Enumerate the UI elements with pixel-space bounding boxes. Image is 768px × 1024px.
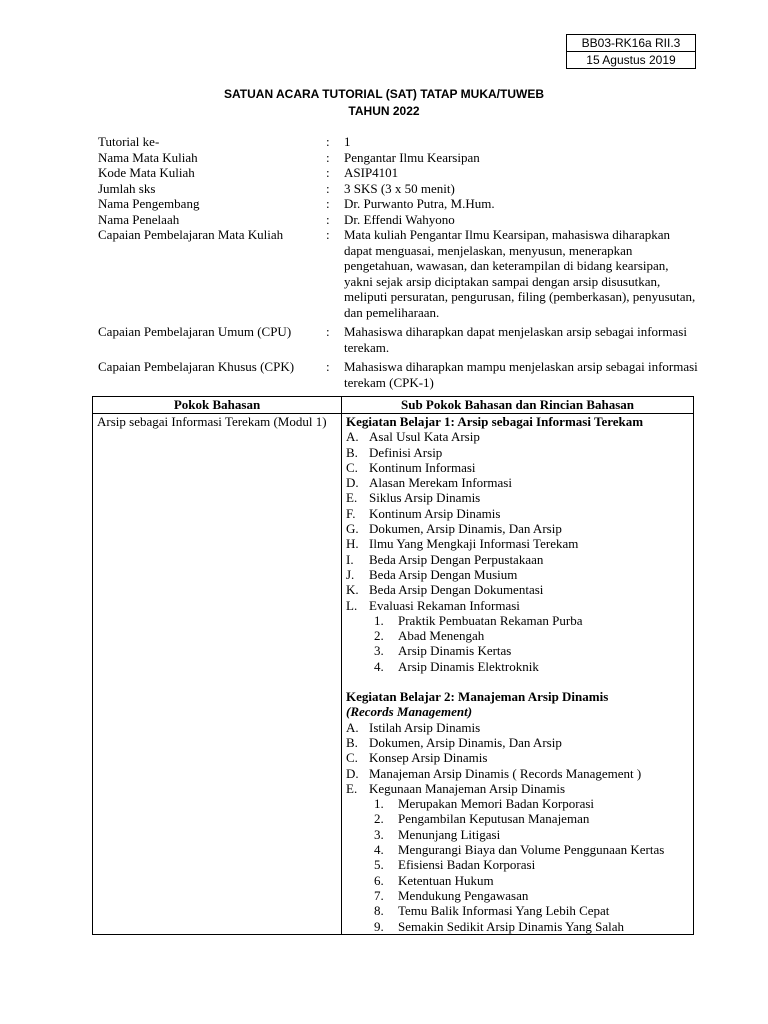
document-title: SATUAN ACARA TUTORIAL (SAT) TATAP MUKA/TUWEB	[224, 87, 544, 101]
list-marker: L.	[346, 597, 358, 613]
list-marker: E.	[346, 490, 358, 506]
document-year: TAHUN 2022	[348, 104, 420, 118]
header-sub-pokok-bahasan: Sub Pokok Bahasan dan Rincian Bahasan	[342, 397, 694, 414]
list-item	[346, 796, 689, 811]
list-text: Ketentuan Hukum	[398, 872, 494, 888]
list-marker: 2.	[374, 811, 384, 827]
list-text: Alasan Merekam Informasi	[369, 475, 512, 491]
list-text: Menunjang Litigasi	[398, 826, 501, 842]
list-item	[346, 827, 689, 842]
list-marker: 7.	[374, 887, 384, 903]
kb1-title: Kegiatan Belajar 1: Arsip sebagai Informasi Terekam	[346, 414, 644, 429]
list-text: Ilmu Yang Mengkaji Informasi Terekam	[369, 536, 579, 552]
list-item	[346, 429, 689, 444]
kb2-sublist	[346, 796, 689, 934]
list-marker: A.	[346, 719, 359, 735]
list-marker: 4.	[374, 842, 384, 858]
info-row-cpk: Capaian Pembelajaran Khusus (CPK) : Mahasiswa diharapkan mampu menjelaskan arsip sebagai informasi terekam (CPK-1)	[98, 359, 698, 390]
list-text: Mengurangi Biaya dan Volume Penggunaan Kertas	[398, 842, 665, 858]
list-marker: C.	[346, 750, 358, 766]
document-code: BB03-RK16a RII.3	[581, 36, 681, 50]
list-text: Konsep Arsip Dinamis	[369, 750, 488, 766]
list-item	[346, 567, 689, 582]
list-text: Asal Usul Kata Arsip	[369, 429, 480, 445]
info-row-cpu: Capaian Pembelajaran Umum (CPU) : Mahasiswa diharapkan dapat menjelaskan arsip sebagai informasi terekam.	[98, 324, 687, 355]
list-text: Mendukung Pengawasan	[398, 887, 529, 903]
list-marker: G.	[346, 521, 359, 537]
list-text: Arsip Dinamis Kertas	[398, 643, 512, 659]
list-marker: 5.	[374, 857, 384, 873]
table-row	[93, 414, 694, 935]
list-marker: H.	[346, 536, 359, 552]
list-text: Merupakan Memori Badan Korporasi	[398, 796, 595, 812]
list-marker: F.	[346, 505, 356, 521]
list-item	[346, 536, 689, 551]
list-text: Kontinum Arsip Dinamis	[369, 505, 501, 521]
content-table	[92, 396, 694, 935]
info-row-course-code: Kode Mata Kuliah : ASIP4101	[98, 165, 399, 180]
list-marker: 4.	[374, 658, 384, 674]
list-text: Efisiensi Badan Korporasi	[398, 857, 536, 873]
list-text: Beda Arsip Dengan Dokumentasi	[369, 582, 544, 598]
list-text: Praktik Pembuatan Rekaman Purba	[398, 612, 583, 628]
list-text: Temu Balik Informasi Yang Lebih Cepat	[398, 903, 610, 919]
list-text: Siklus Arsip Dinamis	[369, 490, 481, 506]
section-spacer	[346, 674, 689, 689]
list-item	[346, 506, 689, 521]
list-text: Dokumen, Arsip Dinamis, Dan Arsip	[369, 521, 562, 537]
list-marker: 1.	[374, 796, 384, 812]
list-item	[346, 888, 689, 903]
list-item	[346, 720, 689, 735]
list-marker: J.	[346, 566, 355, 582]
list-item	[346, 781, 689, 796]
list-item	[346, 582, 689, 597]
list-item	[346, 903, 689, 918]
list-marker: 3.	[374, 643, 384, 659]
list-marker: D.	[346, 765, 359, 781]
list-text: Kegunaan Manajeman Arsip Dinamis	[369, 780, 566, 796]
kb2-list	[346, 720, 689, 796]
list-item	[346, 766, 689, 781]
list-item	[346, 659, 689, 674]
list-item	[346, 857, 689, 872]
kb1-list	[346, 429, 689, 613]
info-row-developer: Nama Pengembang : Dr. Purwanto Putra, M.Hum.	[98, 196, 495, 211]
kb2-subtitle: (Records Management)	[346, 704, 473, 720]
list-item	[346, 811, 689, 826]
list-item	[346, 552, 689, 567]
list-marker: E.	[346, 780, 358, 796]
list-marker: 3.	[374, 826, 384, 842]
list-item	[346, 521, 689, 536]
list-item	[346, 735, 689, 750]
list-marker: 2.	[374, 628, 384, 644]
list-text: Dokumen, Arsip Dinamis, Dan Arsip	[369, 734, 562, 750]
list-item	[346, 460, 689, 475]
list-item	[346, 445, 689, 460]
list-text: Manajeman Arsip Dinamis ( Records Management )	[369, 765, 642, 781]
info-row-tutorial: Tutorial ke- : 1	[98, 134, 351, 149]
list-text: Arsip Dinamis Elektroknik	[398, 658, 539, 674]
list-text: Definisi Arsip	[369, 444, 443, 460]
list-item	[346, 919, 689, 934]
list-text: Kontinum Informasi	[369, 459, 476, 475]
list-marker: B.	[346, 444, 358, 460]
list-marker: K.	[346, 582, 359, 598]
list-text: Evaluasi Rekaman Informasi	[369, 597, 520, 613]
info-row-course-name: Nama Mata Kuliah : Pengantar Ilmu Kearsipan	[98, 149, 480, 165]
list-marker: 8.	[374, 903, 384, 919]
info-row-cpmk: Capaian Pembelajaran Mata Kuliah : Mata kuliah Pengantar Ilmu Kearsipan, mahasiswa diharapkan dapat menguasai, menjelaskan, menyusun, menerapkan pengetahuan, wawasan, dan keterampilan di bidang kearsipan, yakni sejak arsip diciptakan sampai dengan arsip disusutkan, meliputi persuratan, pengurusan, filing (pemberkasan), penyusutan, dan pemeliharaan.	[98, 227, 696, 320]
list-text: Semakin Sedikit Arsip Dinamis Yang Salah	[398, 918, 625, 934]
info-row-credits: Jumlah sks : 3 SKS (3 x 50 menit)	[98, 180, 455, 196]
list-item	[346, 475, 689, 490]
info-row-reviewer: Nama Penelaah : Dr. Effendi Wahyono	[98, 211, 455, 227]
document-date: 15 Agustus 2019	[567, 51, 695, 68]
list-marker: I.	[346, 551, 354, 567]
list-item	[346, 750, 689, 765]
kb1-sublist	[346, 613, 689, 674]
table-header-row	[93, 397, 694, 414]
list-marker: B.	[346, 734, 358, 750]
list-item	[346, 842, 689, 857]
list-marker: 9.	[374, 918, 384, 934]
list-marker: A.	[346, 429, 359, 445]
list-item	[346, 490, 689, 505]
list-marker: 1.	[374, 612, 384, 628]
list-item	[346, 643, 689, 658]
list-text: Pengambilan Keputusan Manajeman	[398, 811, 590, 827]
header-pokok-bahasan: Pokok Bahasan	[93, 397, 342, 414]
list-item	[346, 873, 689, 888]
list-item	[346, 613, 689, 628]
list-marker: C.	[346, 459, 358, 475]
list-text: Beda Arsip Dengan Musium	[369, 566, 518, 582]
list-item	[346, 598, 689, 613]
list-marker: 6.	[374, 872, 384, 888]
list-item	[346, 628, 689, 643]
kb2-title: Kegiatan Belajar 2: Manajeman Arsip Dinamis	[346, 689, 609, 705]
sub-pokok-bahasan-cell	[342, 414, 694, 935]
list-text: Beda Arsip Dengan Perpustakaan	[369, 551, 544, 567]
list-text: Abad Menengah	[398, 628, 485, 644]
course-info	[98, 134, 698, 390]
pokok-bahasan-cell: Arsip sebagai Informasi Terekam (Modul 1)	[93, 414, 342, 935]
list-text: Istilah Arsip Dinamis	[369, 719, 481, 735]
list-marker: D.	[346, 475, 359, 491]
document-code-box	[566, 34, 696, 69]
